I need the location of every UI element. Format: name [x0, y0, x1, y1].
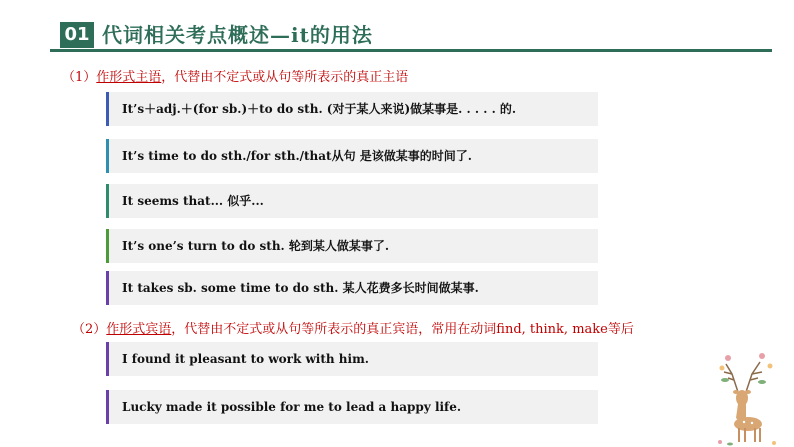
usage-row: [106, 342, 598, 376]
section-2-keyword: 作形式宾语: [106, 322, 172, 337]
section-1-prefix: （1）: [62, 70, 97, 85]
usage-row: [106, 390, 598, 424]
section-1-heading: [62, 66, 408, 85]
usage-row: [106, 92, 598, 126]
usage-row: [106, 139, 598, 173]
usage-text: It takes sb. some time to do sth. 某人花费多长时间做某事.: [122, 281, 479, 295]
row-accent-stripe: [106, 390, 109, 424]
usage-text: I found it pleasant to work with him.: [122, 352, 369, 366]
usage-text: It’s one’s turn to do sth. 轮到某人做某事了.: [122, 239, 390, 253]
row-accent-stripe: [106, 184, 109, 218]
section-1-description: ，代替由不定式或从句等所表示的真正主语: [161, 70, 409, 85]
row-accent-stripe: [106, 342, 109, 376]
usage-row: [106, 271, 598, 305]
usage-row: [106, 184, 598, 218]
usage-text: It’s time to do sth./for sth./that从句 是该做某事的时间了.: [122, 149, 472, 163]
usage-text: It’s＋adj.＋(for sb.)＋to do sth. (对于某人来说)做某事是. . . . . 的.: [122, 102, 517, 116]
page-title: 代词相关考点概述—it的用法: [102, 23, 373, 47]
section-2-heading: [72, 318, 634, 337]
section-2-prefix: （2）: [72, 322, 107, 337]
section-1-keyword: 作形式主语: [96, 70, 162, 85]
section-2-description: ，代替由不定式或从句等所表示的真正宾语，常用在动词find, think, make等后: [171, 322, 634, 337]
usage-text: Lucky made it possible for me to lead a happy life.: [122, 400, 462, 414]
usage-row: [106, 229, 598, 263]
deer-illustration: [700, 352, 790, 447]
row-accent-stripe: [106, 139, 109, 173]
section-number-badge: 01: [60, 22, 94, 48]
row-accent-stripe: [106, 229, 109, 263]
usage-text: It seems that... 似乎...: [122, 194, 264, 208]
title-divider: [50, 49, 772, 52]
row-accent-stripe: [106, 92, 109, 126]
row-accent-stripe: [106, 271, 109, 305]
